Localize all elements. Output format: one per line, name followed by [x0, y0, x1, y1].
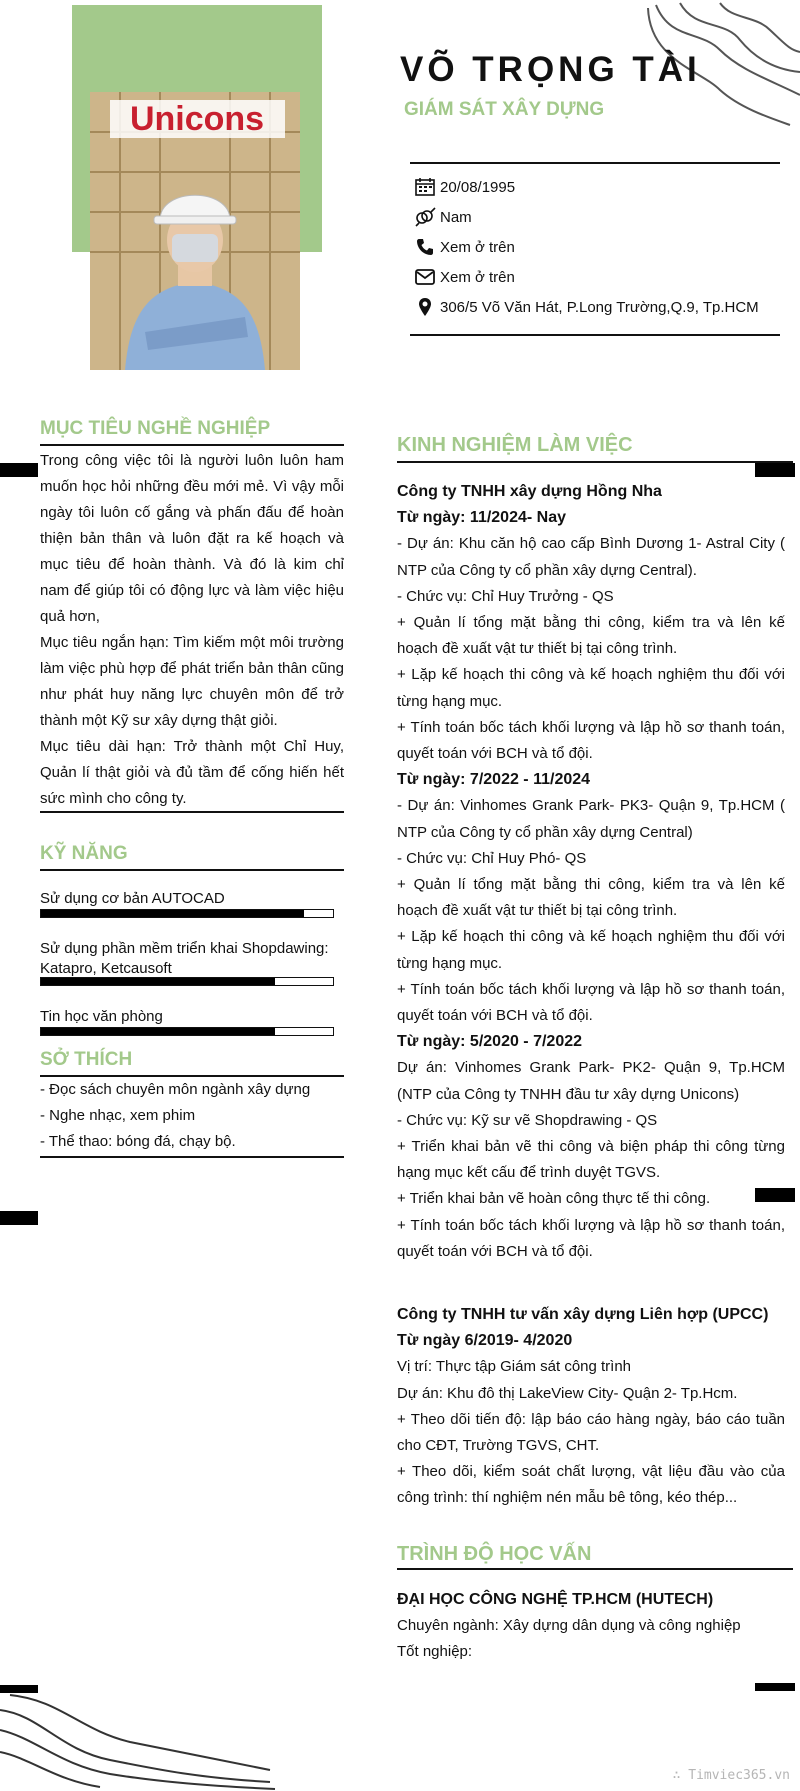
period-date: Từ ngày: 7/2022 - 11/2024	[397, 771, 591, 789]
wave-decoration-bottom	[0, 1690, 280, 1791]
skill-level-fill	[41, 910, 304, 917]
period-date: Từ ngày: 11/2024- Nay	[397, 509, 566, 527]
job-line: - Dự án: Vinhomes Grank Park- PK3- Quận 9, Tp.HCM ( NTP của Công ty cổ phần xây dựng Central)	[397, 797, 785, 841]
edge-marker	[755, 1188, 795, 1202]
experience-heading: KINH NGHIỆM LÀM VIỆC	[397, 434, 633, 456]
contact-dob	[414, 176, 515, 198]
calendar-icon	[414, 177, 436, 197]
gender-icon	[414, 207, 436, 227]
skills-heading-rule	[40, 869, 344, 871]
skill-level-bar	[40, 909, 334, 918]
skill-level-fill	[41, 1028, 275, 1035]
skill-level-bar	[40, 1027, 334, 1036]
location-pin-icon	[414, 297, 436, 317]
job-line: Vị trí: Thực tập Giám sát công trình	[397, 1358, 632, 1376]
objective-paragraph: Mục tiêu ngắn hạn: Tìm kiếm một môi trường làm việc phù hợp để phát triển bản thân cũng như phát huy năng lực chuyên môn để trở thành một Kỹ sư xây dựng thật giỏi.	[40, 634, 344, 729]
skill-label: Sử dụng phần mềm triển khai Shopdawing: Katapro, Ketcausoft	[40, 940, 329, 977]
education-graduation: Tốt nghiệp:	[397, 1643, 473, 1661]
job-line: + Triển khai bản vẽ thi công và biện pháp thi công từng hạng mục kết cấu để trình duyệt TGVS.	[397, 1138, 785, 1182]
objective-heading: MỤC TIÊU NGHỀ NGHIỆP	[40, 418, 271, 439]
profile-photo	[90, 92, 300, 370]
contact-address	[414, 296, 759, 318]
period-date: Từ ngày 6/2019- 4/2020	[397, 1332, 573, 1350]
candidate-name: VÕ TRỌNG TÀI	[400, 50, 701, 89]
experience-heading-rule	[397, 461, 793, 463]
school-name: ĐẠI HỌC CÔNG NGHỆ TP.HCM (HUTECH)	[397, 1591, 714, 1608]
objective-text	[40, 448, 344, 812]
hobby-item: - Thể thao: bóng đá, chạy bộ.	[40, 1133, 236, 1150]
objective-heading-rule	[40, 444, 344, 446]
job-line: - Chức vụ: Chỉ Huy Phó- QS	[397, 849, 587, 867]
job-line: + Quản lí tổng mặt bằng thi công, kiểm tra và lên kế hoạch đề xuất vật tư thiết bị tại công trình.	[397, 876, 785, 920]
phone-text: Xem ở trên	[440, 238, 515, 256]
photo-sign-text: Unicons	[129, 100, 265, 138]
company-title: Công ty TNHH tư vấn xây dựng Liên hợp (UPCC)	[397, 1306, 769, 1323]
hobbies-list	[40, 1077, 344, 1155]
email-icon	[414, 267, 436, 287]
hobbies-bottom-rule	[40, 1156, 344, 1158]
education-major: Chuyên ngành: Xây dựng dân dụng và công nghiệp	[397, 1617, 741, 1635]
watermark-text: ∴ Timviec365.vn	[672, 1768, 790, 1783]
skill-level-bar	[40, 977, 334, 986]
phone-icon	[414, 237, 436, 257]
education-details	[397, 1587, 785, 1666]
job-line: + Quản lí tổng mặt bằng thi công, kiểm tra và lên kế hoạch đề xuất vật tư thiết bị tại công trình.	[397, 614, 785, 658]
job-line: - Chức vụ: Kỹ sư vẽ Shopdrawing - QS	[397, 1111, 658, 1129]
hobby-item: - Đọc sách chuyên môn ngành xây dựng	[40, 1081, 311, 1098]
education-heading: TRÌNH ĐỘ HỌC VẤN	[397, 1543, 592, 1565]
job-line: Dự án: Khu đô thị LakeView City- Quận 2- Tp.Hcm.	[397, 1384, 738, 1402]
skill-label: Sử dụng cơ bản AUTOCAD	[40, 890, 225, 907]
hobby-item: - Nghe nhạc, xem phim	[40, 1107, 196, 1124]
edge-marker	[0, 463, 38, 477]
gender-text: Nam	[440, 208, 472, 226]
hobbies-heading: SỞ THÍCH	[40, 1049, 133, 1070]
skill-level-fill	[41, 978, 275, 985]
contact-gender	[414, 206, 472, 228]
job-line: + Lặp kế hoạch thi công và kế hoạch nghiệm thu đối với từng hạng mục.	[397, 928, 785, 972]
job-line: - Chức vụ: Chỉ Huy Trưởng - QS	[397, 587, 614, 605]
objective-paragraph: Trong công việc tôi là người luôn luôn ham muốn học hỏi những đều mới mẻ. Vì vậy mỗi ngày tôi luôn cố gắng và phấn đấu để hoàn thiện bản thân và luôn đặt ra kế hoạch và mục tiêu để hoàn thành. Và đó là kim chỉ nam để giúp tôi có động lực và làm việc hiệu quả hơn,	[40, 452, 344, 625]
skill-label: Tin học văn phòng	[40, 1008, 163, 1025]
education-heading-rule	[397, 1568, 793, 1570]
contact-phone	[414, 236, 515, 258]
job-line: Dự án: Vinhomes Grank Park- PK2- Quận 9, Tp.HCM (NTP của Công ty TNHH đầu tư xây dựng Unicons)	[397, 1059, 785, 1103]
edge-marker	[755, 463, 795, 477]
edge-marker	[755, 1683, 795, 1691]
job-line: + Tính toán bốc tách khối lượng và lập hồ sơ thanh toán, quyết toán với BCH và tổ đội.	[397, 980, 785, 1025]
job-line: + Tính toán bốc tách khối lượng và lập hồ sơ thanh toán, quyết toán với BCH và tổ đội.	[397, 718, 785, 763]
dob-text: 20/08/1995	[440, 178, 516, 196]
edge-marker	[0, 1211, 38, 1225]
job-line: + Theo dõi tiến độ: lập báo cáo hàng ngày, báo cáo tuần cho CĐT, Trường TGVS, CHT.	[397, 1410, 785, 1455]
contact-email	[414, 266, 515, 288]
candidate-role: GIÁM SÁT XÂY DỰNG	[404, 99, 605, 120]
contact-bottom-rule	[410, 334, 780, 336]
job-line: + Lặp kế hoạch thi công và kế hoạch nghiệm thu đối với từng hạng mục.	[397, 666, 785, 710]
job-line: - Dự án: Khu căn hộ cao cấp Bình Dương 1- Astral City ( NTP của Công ty cổ phần xây dựng Central).	[397, 535, 785, 579]
contact-top-rule	[410, 162, 780, 164]
company-title: Công ty TNHH xây dựng Hồng Nha	[397, 483, 662, 500]
job-line: + Theo dõi, kiểm soát chất lượng, vật liệu đầu vào của công trình: thí nghiệm nén mẫu bê tông, kéo thép...	[397, 1463, 785, 1507]
job-line: + Triển khai bản vẽ hoàn công thực tế thi công.	[397, 1190, 711, 1208]
job-line: + Tính toán bốc tách khối lượng và lập hồ sơ thanh toán, quyết toán với BCH và tổ đội.	[397, 1216, 785, 1260]
experience-company-2	[397, 1302, 785, 1512]
period-date: Từ ngày: 5/2020 - 7/2022	[397, 1033, 583, 1051]
address-text: 306/5 Võ Văn Hát, P.Long Trường,Q.9, Tp.HCM	[440, 298, 759, 316]
skills-heading: KỸ NĂNG	[40, 843, 128, 864]
edge-marker	[0, 1685, 38, 1693]
email-text: Xem ở trên	[440, 268, 515, 286]
objective-paragraph: Mục tiêu dài hạn: Trở thành một Chỉ Huy, Quản lí thật giỏi và đủ tầm để cống hiến hết sức mình cho công ty.	[40, 738, 344, 807]
experience-company-1	[397, 479, 785, 1265]
objective-bottom-rule	[40, 811, 344, 813]
